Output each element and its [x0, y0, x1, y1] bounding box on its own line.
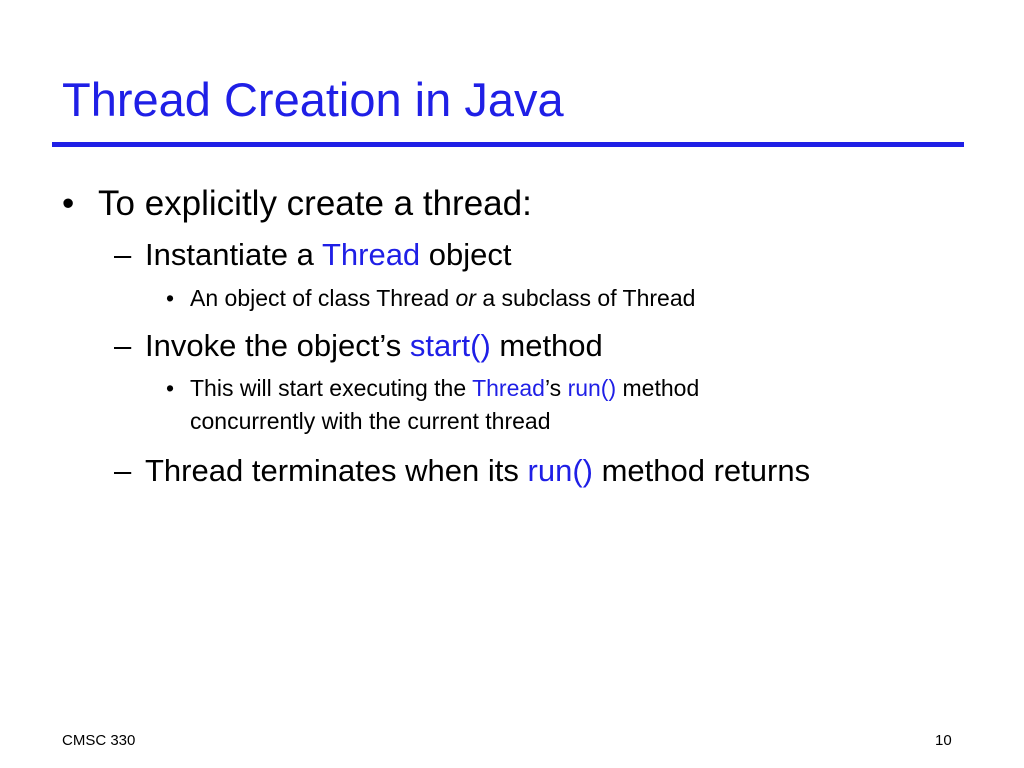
code-start: start() [409, 328, 491, 363]
code-thread: Thread [321, 237, 421, 272]
subsubbullet-start-executing [190, 375, 699, 403]
text-segment: Invoke the object’s [145, 328, 410, 363]
dash-marker: – [114, 453, 132, 488]
text-segment: object [420, 237, 512, 272]
subbullet-invoke-start [145, 327, 603, 364]
code-run: run() [527, 453, 593, 488]
footer-course: CMSC 330 [62, 732, 136, 749]
slide-title: Thread Creation in Java [62, 73, 564, 126]
bullet-marker: • [166, 285, 175, 311]
text-segment: This will start executing the [190, 375, 473, 401]
text-segment: method [616, 375, 700, 401]
text-segment: Thread terminates when its [145, 453, 528, 488]
emphasis-or: or [455, 285, 476, 311]
code-thread: Thread [472, 375, 545, 401]
text-segment: method [490, 328, 603, 363]
text-segment: method returns [592, 453, 811, 488]
subbullet-thread-terminates [145, 452, 810, 489]
bullet-marker: • [166, 375, 175, 401]
bullet-create-thread [98, 183, 532, 225]
subsubbullet-continuation: concurrently with the current thread [190, 408, 551, 434]
subsubbullet-class-or-subclass [190, 285, 695, 313]
text-segment: a subclass of Thread [475, 285, 696, 311]
text-segment: Instantiate a [145, 237, 322, 272]
title-divider [52, 142, 964, 147]
dash-marker: – [114, 328, 132, 363]
footer-page-number: 10 [935, 732, 952, 749]
bullet-marker: • [62, 184, 75, 223]
bullet-text: To explicitly create a thread: [98, 184, 532, 223]
text-segment: ’s [544, 375, 568, 401]
dash-marker: – [114, 237, 132, 272]
text-segment: An object of class Thread [190, 285, 456, 311]
code-run: run() [567, 375, 617, 401]
subbullet-instantiate [145, 236, 512, 273]
